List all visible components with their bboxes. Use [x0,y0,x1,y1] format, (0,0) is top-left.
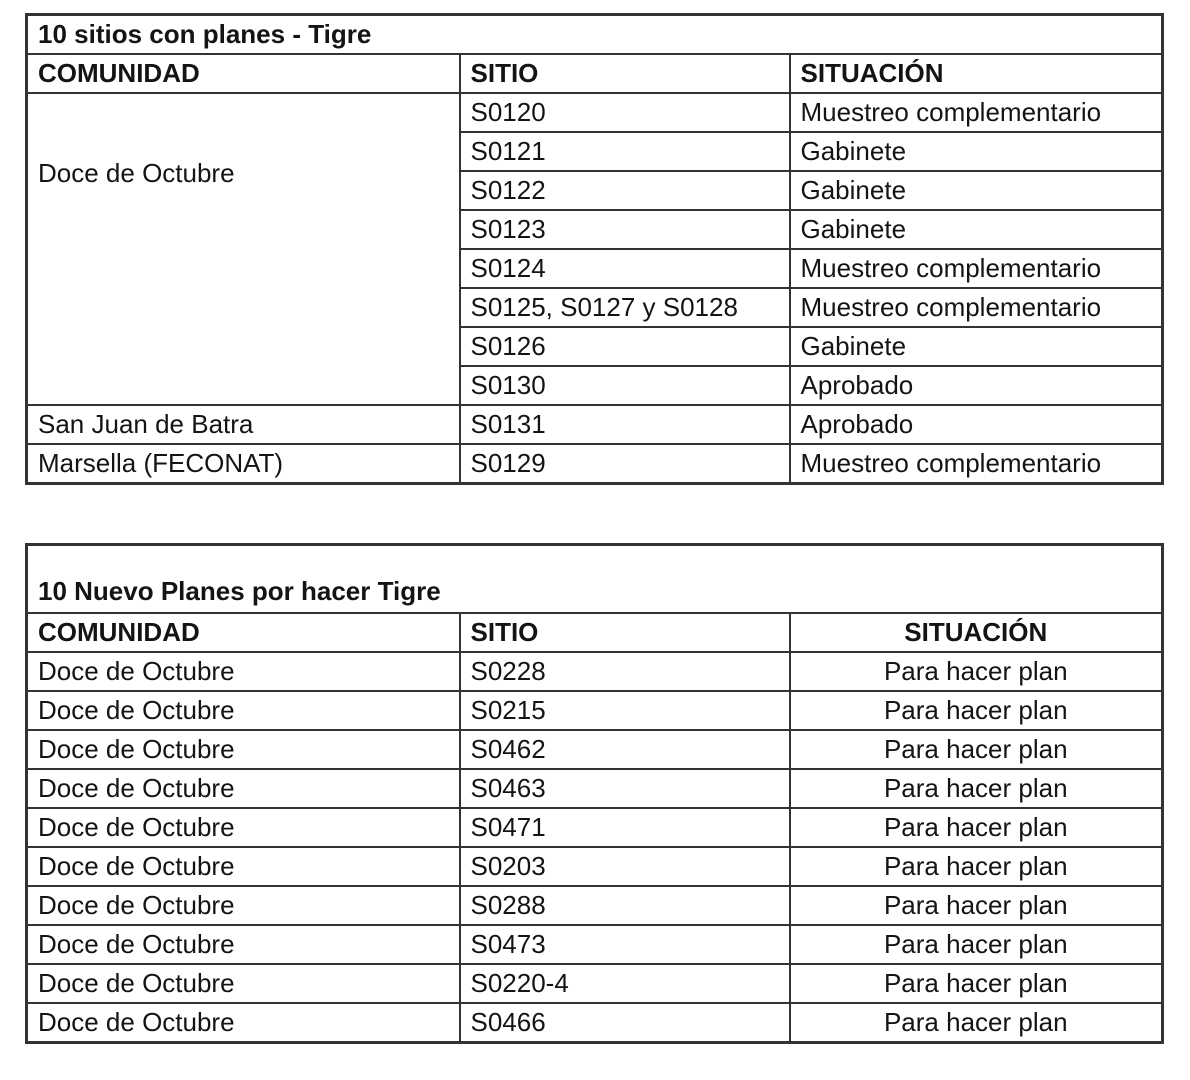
table-sitios-con-planes [25,13,1164,485]
cell-sitio: S0131 [460,405,790,444]
table2-header-comunidad: COMUNIDAD [27,613,460,652]
cell-comunidad: San Juan de Batra [27,405,460,444]
table2-header-row [27,613,1163,652]
table1-title-row [27,15,1163,55]
table1-header-row [27,54,1163,93]
table-nuevos-planes [25,543,1164,1044]
cell-comunidad: Doce de Octubre [27,847,460,886]
cell-situacion: Gabinete [790,327,1163,366]
cell-sitio: S0466 [460,1003,790,1043]
table1-header-comunidad: COMUNIDAD [27,54,460,93]
cell-comunidad: Doce de Octubre [27,1003,460,1043]
cell-sitio: S0462 [460,730,790,769]
table-row [27,652,1163,691]
cell-situacion: Para hacer plan [790,652,1163,691]
cell-situacion: Aprobado [790,405,1163,444]
cell-situacion: Muestreo complementario [790,93,1163,132]
table-row [27,730,1163,769]
cell-sitio: S0471 [460,808,790,847]
cell-situacion: Para hacer plan [790,808,1163,847]
cell-situacion: Para hacer plan [790,691,1163,730]
table-row [27,769,1163,808]
cell-sitio: S0126 [460,327,790,366]
table2-title: 10 Nuevo Planes por hacer Tigre [27,545,1163,614]
cell-sitio: S0120 [460,93,790,132]
table-row [27,925,1163,964]
cell-comunidad: Doce de Octubre [27,808,460,847]
table-row [27,1003,1163,1043]
table-row [27,964,1163,1003]
cell-sitio: S0220-4 [460,964,790,1003]
cell-sitio: S0123 [460,210,790,249]
cell-sitio: S0463 [460,769,790,808]
table-row [27,691,1163,730]
table-row [27,847,1163,886]
cell-situacion: Gabinete [790,132,1163,171]
table1-title: 10 sitios con planes - Tigre [27,15,1163,55]
cell-comunidad: Doce de Octubre [27,769,460,808]
cell-sitio: S0130 [460,366,790,405]
cell-sitio: S0473 [460,925,790,964]
cell-comunidad: Doce de Octubre [27,652,460,691]
cell-sitio: S0215 [460,691,790,730]
cell-sitio: S0129 [460,444,790,484]
table-row [27,93,1163,132]
cell-situacion: Para hacer plan [790,730,1163,769]
table1-header-sitio: SITIO [460,54,790,93]
cell-situacion: Para hacer plan [790,886,1163,925]
cell-situacion: Muestreo complementario [790,288,1163,327]
cell-sitio: S0121 [460,132,790,171]
cell-sitio: S0122 [460,171,790,210]
cell-situacion: Gabinete [790,210,1163,249]
table-row [27,808,1163,847]
cell-situacion: Gabinete [790,171,1163,210]
cell-comunidad: Doce de Octubre [27,730,460,769]
cell-comunidad: Marsella (FECONAT) [27,444,460,484]
table-row [27,886,1163,925]
cell-comunidad: Doce de Octubre [27,925,460,964]
table2-title-row [27,545,1163,614]
table2-header-situacion: SITUACIÓN [790,613,1163,652]
cell-sitio: S0288 [460,886,790,925]
cell-comunidad: Doce de Octubre [27,964,460,1003]
cell-comunidad: Doce de Octubre [27,93,460,405]
table-row [27,444,1163,484]
cell-situacion: Muestreo complementario [790,249,1163,288]
cell-situacion: Para hacer plan [790,925,1163,964]
table1-header-situacion: SITUACIÓN [790,54,1163,93]
cell-situacion: Para hacer plan [790,847,1163,886]
cell-situacion: Para hacer plan [790,769,1163,808]
cell-sitio: S0124 [460,249,790,288]
cell-sitio: S0203 [460,847,790,886]
cell-comunidad: Doce de Octubre [27,691,460,730]
table2-header-sitio: SITIO [460,613,790,652]
cell-situacion: Para hacer plan [790,964,1163,1003]
cell-situacion: Muestreo complementario [790,444,1163,484]
cell-sitio: S0125, S0127 y S0128 [460,288,790,327]
cell-comunidad: Doce de Octubre [27,886,460,925]
cell-situacion: Aprobado [790,366,1163,405]
table-row [27,405,1163,444]
cell-sitio: S0228 [460,652,790,691]
cell-situacion: Para hacer plan [790,1003,1163,1043]
